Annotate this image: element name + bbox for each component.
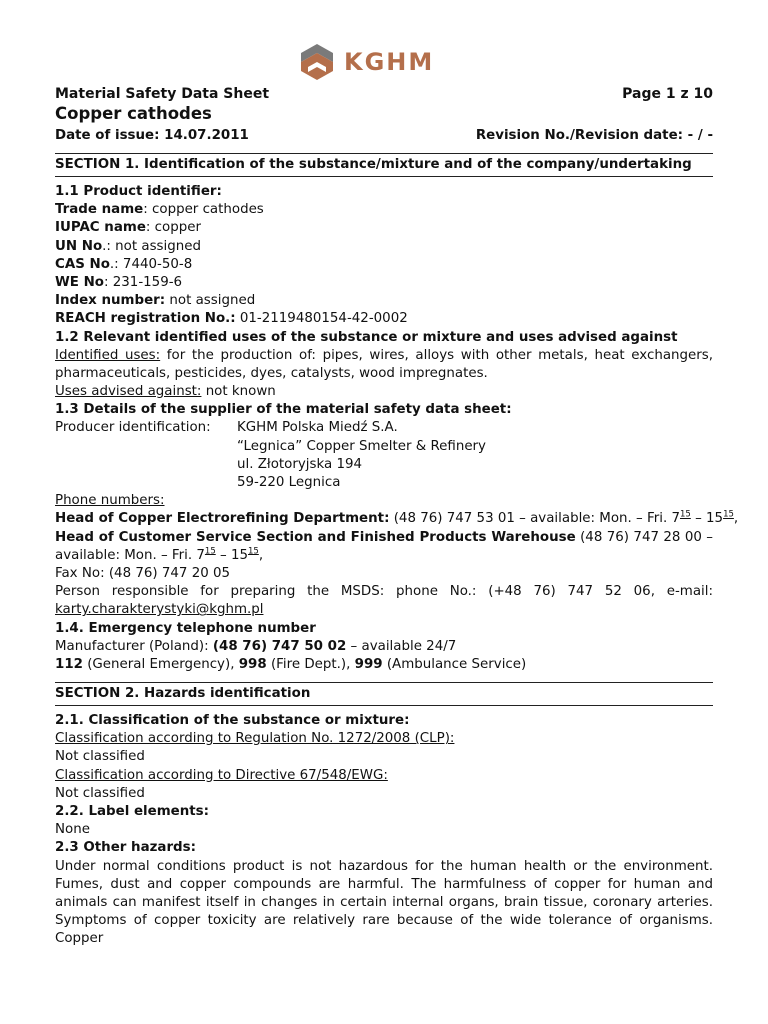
reach-row: REACH registration No.: 01-2119480154-42-0002 bbox=[55, 311, 408, 327]
email-link[interactable]: karty.charakterystyki@kghm.pl bbox=[55, 602, 264, 618]
other-hazards-line-3: animals can manifest itself in changes in certain internal organs, brain tissue, coronary arteries. bbox=[55, 894, 713, 910]
we-row: WE No: 231-159-6 bbox=[55, 274, 183, 290]
manufacturer-phone-row: Manufacturer (Poland): (48 76) 747 50 02 – available 24/7 bbox=[55, 638, 457, 654]
issue-date: Date of issue: 14.07.2011 bbox=[55, 128, 249, 143]
label-elements-value: None bbox=[55, 822, 90, 838]
cas-row: CAS No.: 7440-50-8 bbox=[55, 256, 193, 272]
other-hazards-line-4: Symptoms of copper toxicity are relatively rare because of the wide tolerance of organisms. Copper bbox=[55, 913, 713, 947]
product-title: Copper cathodes bbox=[55, 104, 212, 123]
revision-info: Revision No./Revision date: - / - bbox=[475, 128, 713, 143]
section-1-body bbox=[55, 183, 739, 674]
subsection-1-2: 1.2 Relevant identified uses of the substance or mixture and uses advised against bbox=[55, 329, 678, 345]
trade-name-row: Trade name: copper cathodes bbox=[55, 202, 264, 218]
document-type: Material Safety Data Sheet bbox=[55, 86, 270, 102]
identified-uses-line-1: Identified uses: for the production of: pipes, wires, alloys with other metals, heat exchangers, bbox=[55, 347, 714, 363]
head-customer-service-hours: available: Mon. – Fri. $7^{15} - 15^{15}$, bbox=[55, 546, 264, 563]
subsection-2-2: 2.2. Label elements: bbox=[55, 803, 210, 819]
index-row: Index number: not assigned bbox=[55, 293, 256, 309]
clp-classification-value: Not classified bbox=[55, 749, 145, 765]
other-hazards-line-1: Under normal conditions product is not hazardous for the human health or the environment. bbox=[55, 858, 713, 874]
subsection-1-4: 1.4. Emergency telephone number bbox=[55, 620, 316, 636]
company-logo bbox=[300, 42, 434, 82]
directive-classification-label: Classification according to Directive 67/548/EWG: bbox=[55, 767, 388, 783]
kghm-hexagon-icon bbox=[300, 43, 334, 81]
uses-advised-against: Uses advised against: not known bbox=[55, 384, 276, 400]
un-row: UN No.: not assigned bbox=[55, 238, 201, 254]
phone-numbers-label: Phone numbers: bbox=[55, 493, 165, 509]
subsection-2-1: 2.1. Classification of the substance or mixture: bbox=[55, 713, 410, 728]
producer-line-3: ul. Złotoryjska 194 bbox=[237, 456, 363, 472]
header-row-2 bbox=[55, 105, 713, 123]
header-row-1 bbox=[55, 85, 713, 103]
section-2-title: SECTION 2. Hazards identification bbox=[55, 682, 713, 706]
directive-classification-value: Not classified bbox=[55, 785, 145, 801]
subsection-1-3: 1.3 Details of the supplier of the material safety data sheet: bbox=[55, 402, 512, 418]
subsection-2-3: 2.3 Other hazards: bbox=[55, 840, 196, 856]
other-hazards-line-2: Fumes, dust and copper compounds are harmful. The harmfulness of copper for human and bbox=[55, 876, 713, 892]
msds-person-line: Person responsible for preparing the MSDS: phone No.: (+48 76) 747 52 06, e-mail: bbox=[55, 584, 713, 600]
fax-number: Fax No: (48 76) 747 20 05 bbox=[55, 565, 231, 581]
logo-wordmark: KGHM bbox=[344, 47, 435, 76]
producer-line-4: 59-220 Legnica bbox=[237, 475, 341, 490]
identified-uses-line-2: pharmaceuticals, pesticides, dyes, catalysts, wood impregnates. bbox=[55, 365, 488, 381]
iupac-row: IUPAC name: copper bbox=[55, 220, 201, 236]
subsection-1-1: 1.1 Product identifier: bbox=[55, 184, 222, 199]
page-number: Page 1 z 10 bbox=[622, 86, 713, 102]
emergency-numbers-row: 112 (General Emergency), 998 (Fire Dept.), 999 (Ambulance Service) bbox=[55, 656, 527, 672]
producer-row: Producer identification: KGHM Polska Miedź S.A. bbox=[55, 420, 398, 436]
clp-classification-label: Classification according to Regulation No. 1272/2008 (CLP): bbox=[55, 731, 455, 747]
section-2-body bbox=[55, 712, 713, 947]
section-1-title: SECTION 1. Identification of the substance/mixture and of the company/undertaking bbox=[55, 153, 713, 177]
head-customer-service-row: Head of Customer Service Section and Finished Products Warehouse (48 76) 747 28 00 – bbox=[55, 529, 714, 545]
head-electrorefining-row: Head of Copper Electrorefining Department: (48 76) 747 53 01 – available: Mon. – Fri. $7^{15} - 15^{15}$, bbox=[55, 509, 739, 527]
producer-line-2: “Legnica” Copper Smelter & Refinery bbox=[237, 438, 486, 454]
header-row-3 bbox=[55, 127, 713, 145]
